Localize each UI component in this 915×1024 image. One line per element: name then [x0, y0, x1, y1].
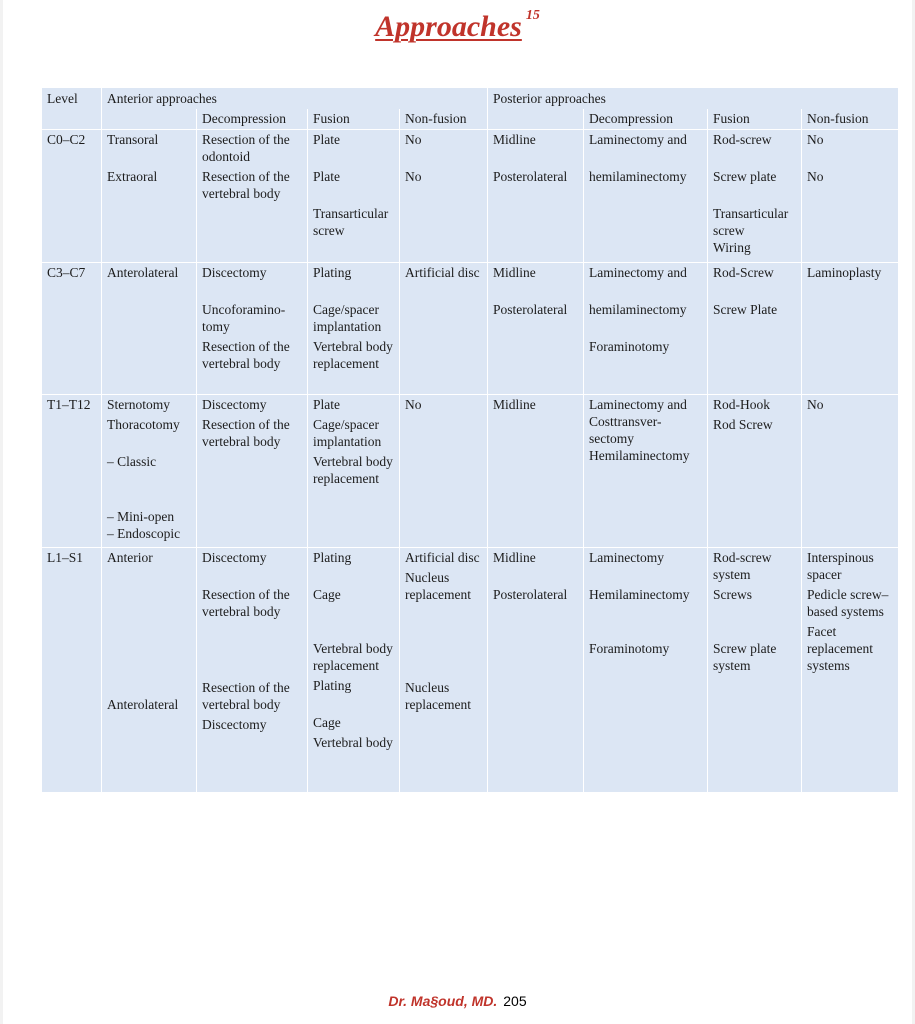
level-cell: C0–C2	[42, 130, 102, 263]
cell-line: Hemilaminectomy	[589, 448, 690, 463]
cell-line: – Classic	[107, 454, 157, 469]
cell-line: Nucleus replacement	[405, 570, 471, 602]
header-row-subcolumns	[42, 109, 899, 130]
cell-line: Discectomy	[202, 265, 267, 280]
cell-line: Laminectomy and	[589, 265, 687, 280]
anterior-nonfusion-cell	[400, 130, 488, 263]
cell-line: – Endoscopic	[107, 526, 181, 541]
cell-line: No	[807, 397, 824, 412]
cell-line: Posterolateral	[493, 587, 568, 602]
cell-line: Discectomy	[202, 717, 267, 732]
posterior-approach-cell	[488, 263, 584, 395]
anterior-nonfusion-cell	[400, 548, 488, 792]
posterior-decompression-cell	[584, 548, 708, 792]
cell-line: Uncoforamino-tomy	[202, 302, 286, 334]
cell-line: Artificial disc	[405, 550, 480, 565]
cell-line: hemilaminectomy	[589, 169, 687, 184]
anterior-fusion-cell	[308, 263, 400, 395]
cell-line: Facet replacement systems	[807, 624, 873, 673]
cell-line: Vertebral body	[313, 735, 393, 750]
title-text: Approaches	[375, 10, 522, 43]
anterior-fusion-cell	[308, 395, 400, 548]
cell-line: Rod-screw	[713, 132, 772, 147]
cell-line: Wiring	[713, 240, 751, 255]
anterior-approach-cell	[102, 548, 197, 792]
cell-line: Discectomy	[202, 397, 267, 412]
anterior-decompression-cell	[197, 395, 308, 548]
posterior-decompression-cell	[584, 395, 708, 548]
cell-line: Anterolateral	[107, 697, 179, 712]
cell-line: Resection of the vertebral body	[202, 339, 290, 371]
cell-line: hemilaminectomy	[589, 302, 687, 317]
anterior-approach-cell	[102, 395, 197, 548]
cell-line: Screw plate	[713, 169, 777, 184]
cell-line: No	[405, 169, 422, 184]
cell-line: Resection of the odontoid	[202, 132, 290, 164]
posterior-decompression-cell	[584, 130, 708, 263]
posterior-fusion-cell	[708, 130, 802, 263]
level-cell: T1–T12	[42, 395, 102, 548]
posterior-nonfusion-cell	[802, 395, 899, 548]
cell-line: No	[405, 397, 422, 412]
cell-line: Cage	[313, 587, 341, 602]
header-sub	[488, 109, 584, 130]
cell-line: Plating	[313, 265, 352, 280]
posterior-approach-cell	[488, 548, 584, 792]
cell-line: Rod-Hook	[713, 397, 771, 412]
header-row-groups	[42, 88, 899, 109]
cell-line: Screw plate system	[713, 641, 777, 673]
cell-line: Transarticular screw	[313, 206, 389, 238]
approaches-table	[41, 88, 899, 792]
cell-line: Posterolateral	[493, 302, 568, 317]
cell-line: Plate	[313, 132, 340, 147]
cell-line: Midline	[493, 550, 536, 565]
cell-line: Vertebral body replacement	[313, 339, 393, 371]
cell-line: Extraoral	[107, 169, 158, 184]
anterior-decompression-cell	[197, 548, 308, 792]
cell-line: Midline	[493, 132, 536, 147]
cell-line: Resection of the vertebral body	[202, 680, 290, 712]
cell-line: Anterolateral	[107, 265, 179, 280]
cell-line: Rod Screw	[713, 417, 773, 432]
cell-line: Discectomy	[202, 550, 267, 565]
header-sub: Fusion	[308, 109, 400, 130]
header-posterior: Posterior approaches	[488, 88, 899, 109]
posterior-fusion-cell	[708, 395, 802, 548]
cell-line: Laminectomy	[589, 550, 664, 565]
cell-line: Nucleus replacement	[405, 680, 471, 712]
level-cell: L1–S1	[42, 548, 102, 792]
cell-line: Anterior	[107, 550, 153, 565]
page-footer	[0, 993, 915, 1011]
cell-line: Resection of the vertebral body	[202, 417, 290, 449]
anterior-decompression-cell	[197, 130, 308, 263]
anterior-fusion-cell	[308, 130, 400, 263]
cell-line: Laminectomy and	[589, 397, 687, 412]
table-row	[42, 130, 899, 263]
cell-line: Cage/spacer implantation	[313, 417, 382, 449]
header-sub: Decompression	[197, 109, 308, 130]
table-row	[42, 548, 899, 792]
header-sub: Fusion	[708, 109, 802, 130]
cell-line: Plating	[313, 678, 352, 693]
header-blank	[42, 109, 102, 130]
table-row	[42, 395, 899, 548]
header-sub: Non-fusion	[400, 109, 488, 130]
cell-line: Resection of the vertebral body	[202, 587, 290, 619]
table-row	[42, 263, 899, 395]
cell-line: Screw Plate	[713, 302, 778, 317]
header-anterior: Anterior approaches	[102, 88, 488, 109]
anterior-nonfusion-cell	[400, 263, 488, 395]
cell-line: No	[807, 132, 824, 147]
posterior-nonfusion-cell	[802, 130, 899, 263]
posterior-fusion-cell	[708, 263, 802, 395]
cell-line: Cage/spacer implantation	[313, 302, 382, 334]
cell-line: Transarticular screw	[713, 206, 789, 238]
cell-line: Sternotomy	[107, 397, 170, 412]
anterior-decompression-cell	[197, 263, 308, 395]
cell-line: Hemilaminectomy	[589, 587, 690, 602]
header-sub: Non-fusion	[802, 109, 899, 130]
cell-line: Resection of the vertebral body	[202, 169, 290, 201]
cell-line: Foraminotomy	[589, 641, 670, 656]
cell-line: Laminectomy and	[589, 132, 687, 147]
cell-line: Midline	[493, 265, 536, 280]
cell-line: – Mini-open	[107, 509, 175, 524]
footer-author: Dr. Ma§oud, MD.	[388, 993, 498, 1009]
cell-line: Cage	[313, 715, 341, 730]
header-level: Level	[42, 88, 102, 109]
cell-line: Midline	[493, 397, 536, 412]
cell-line: Rod-Screw	[713, 265, 774, 280]
cell-line: Artificial disc	[405, 265, 480, 280]
cell-line: Interspinous spacer	[807, 550, 874, 582]
posterior-decompression-cell	[584, 263, 708, 395]
posterior-approach-cell	[488, 130, 584, 263]
cell-line: No	[405, 132, 422, 147]
cell-line: Pedicle screw–based systems	[807, 587, 889, 619]
cell-line: Costtransver-sectomy	[589, 414, 662, 446]
cell-line: Vertebral body replacement	[313, 641, 393, 673]
cell-line: Plate	[313, 397, 340, 412]
anterior-fusion-cell	[308, 548, 400, 792]
level-cell: C3–C7	[42, 263, 102, 395]
title-reference: 15	[525, 8, 540, 23]
posterior-fusion-cell	[708, 548, 802, 792]
cell-line: Plating	[313, 550, 352, 565]
header-sub	[102, 109, 197, 130]
cell-line: Foraminotomy	[589, 339, 670, 354]
cell-line: Vertebral body replacement	[313, 454, 393, 486]
cell-line: Rod-screw system	[713, 550, 772, 582]
posterior-nonfusion-cell	[802, 263, 899, 395]
cell-line: No	[807, 169, 824, 184]
cell-line: Thoracotomy	[107, 417, 180, 432]
posterior-approach-cell	[488, 395, 584, 548]
anterior-nonfusion-cell	[400, 395, 488, 548]
cell-line: Transoral	[107, 132, 159, 147]
anterior-approach-cell	[102, 263, 197, 395]
page-number: 205	[503, 993, 527, 1009]
header-sub: Decompression	[584, 109, 708, 130]
cell-line: Laminoplasty	[807, 265, 882, 280]
cell-line: Posterolateral	[493, 169, 568, 184]
posterior-nonfusion-cell	[802, 548, 899, 792]
page-title	[0, 10, 915, 44]
cell-line: Plate	[313, 169, 340, 184]
anterior-approach-cell	[102, 130, 197, 263]
cell-line: Screws	[713, 587, 753, 602]
